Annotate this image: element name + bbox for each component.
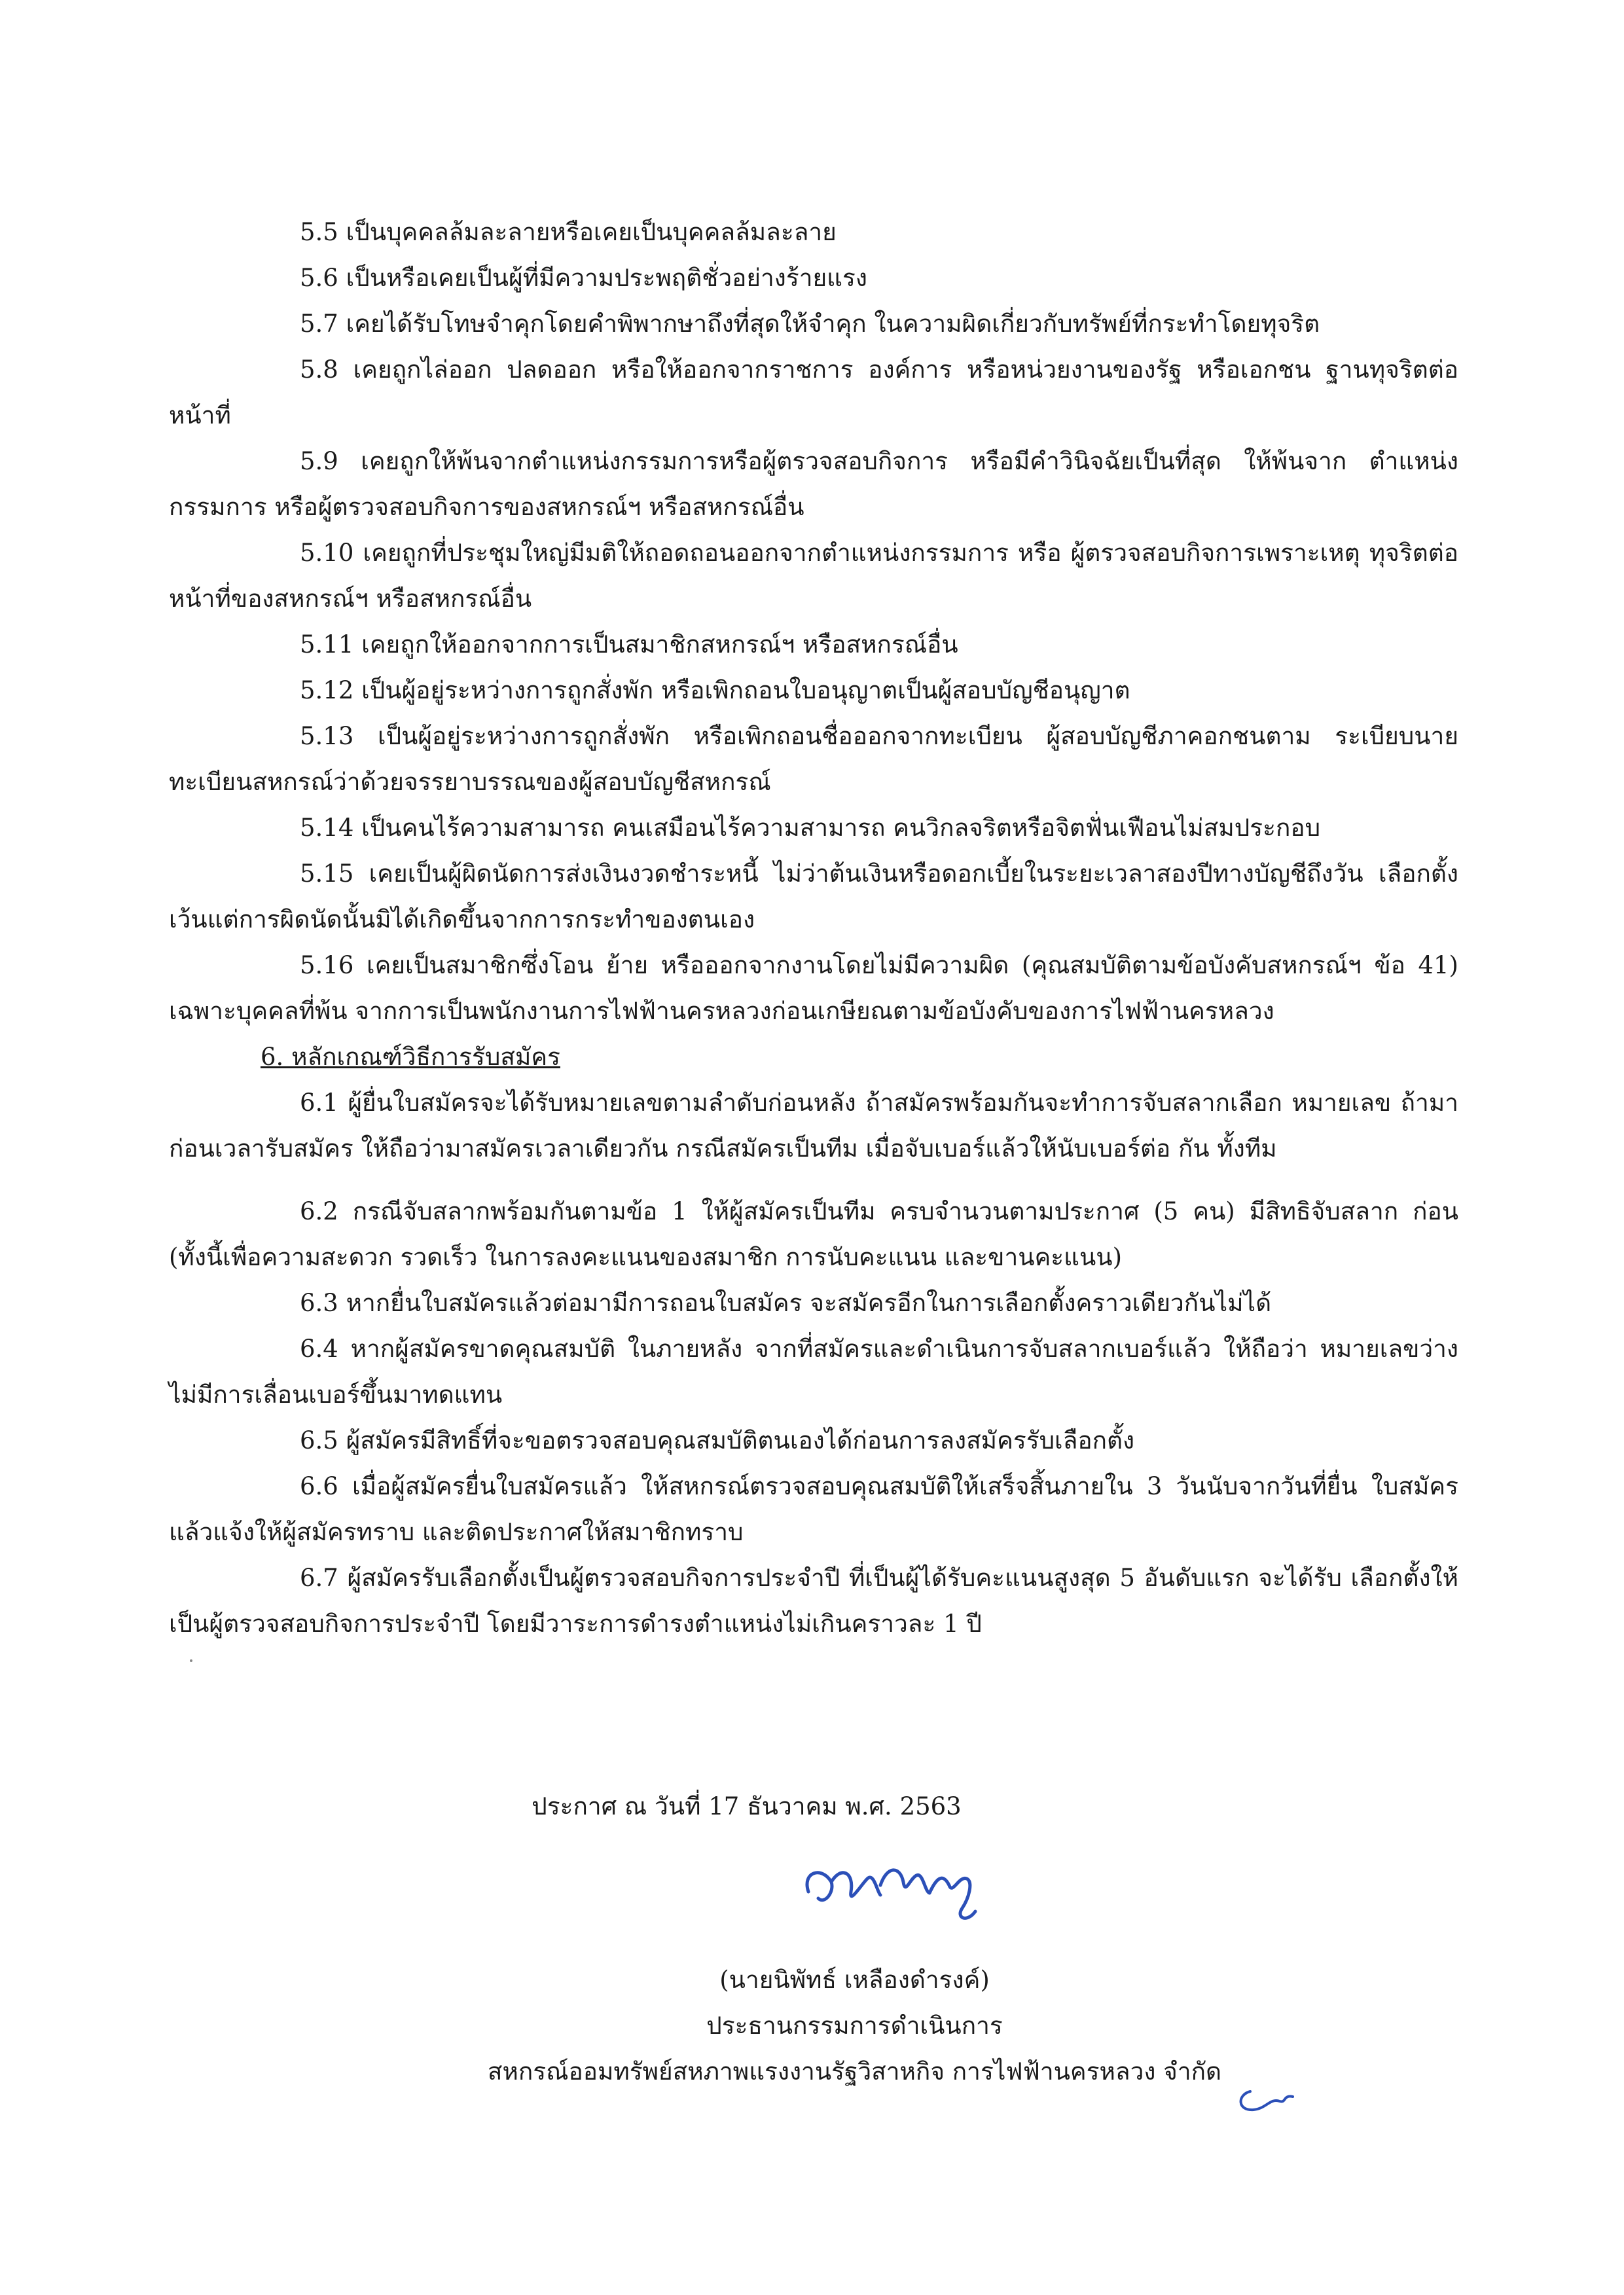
item-5-5: 5.5 เป็นบุคคลล้มละลายหรือเคยเป็นบุคคลล้มละลาย [300,218,837,246]
item-5-13: 5.13 เป็นผู้อยู่ระหว่างการถูกสั่งพัก หรือเพิกถอนชื่อออกจากทะเบียน ผู้สอบบัญชีภาคอกชนตาม ระเบียบนายทะเบียนสหกรณ์ว่าด้วยจรรยาบรรณของผู้สอบบัญชีสหกรณ์ [169,722,1458,796]
rule-6-5: 6.5 ผู้สมัครมีสิทธิ์ที่จะขอตรวจสอบคุณสมบัติตนเองได้ก่อนการลงสมัครรับเลือกตั้ง [300,1426,1135,1455]
rule-6-4: 6.4 หากผู้สมัครขาดคุณสมบัติ ในภายหลัง จากที่สมัครและดำเนินการจับสลากเบอร์แล้ว ให้ถือว่า หมายเลขว่าง ไม่มีการเลื่อนเบอร์ขึ้นมาทดแทน [169,1335,1458,1409]
section-heading-6: 6. หลักเกณฑ์วิธีการรับสมัคร [261,1043,560,1071]
item-5-6: 5.6 เป็นหรือเคยเป็นผู้ที่มีความประพฤติชั่วอย่างร้ายแรง [300,264,867,292]
initial-mark [1231,2078,1303,2118]
item-5-9: 5.9 เคยถูกให้พ้นจากตำแหน่งกรรมการหรือผู้ตรวจสอบกิจการ หรือมีคำวินิจฉัยเป็นที่สุด ให้พ้นจาก ตำแหน่งกรรมการ หรือผู้ตรวจสอบกิจการของสหกรณ์ฯ หรือสหกรณ์อื่น [169,447,1458,521]
rule-6-1: 6.1 ผู้ยื่นใบสมัครจะได้รับหมายเลขตามลำดับก่อนหลัง ถ้าสมัครพร้อมกันจะทำการจับสลากเลือก หมายเลข ถ้ามาก่อนเวลารับสมัคร ให้ถือว่ามาสมัครเวลาเดียวกัน กรณีสมัครเป็นทีม เมื่อจับเบอร์แล้วให้นับเบอร์ต่อ กัน ทั้งทีม [169,1089,1458,1163]
handwritten-signature [795,1846,992,1931]
signer-title: ประธานกรรมการดำเนินการ [706,2012,1003,2040]
item-5-8: 5.8 เคยถูกไล่ออก ปลดออก หรือให้ออกจากราชการ องค์การ หรือหน่วยงานของรัฐ หรือเอกชน ฐานทุจริตต่อหน้าที่ [169,355,1458,429]
scan-speck [190,1659,192,1662]
item-5-10: 5.10 เคยถูกที่ประชุมใหญ่มีมติให้ถอดถอนออกจากตำแหน่งกรรมการ หรือ ผู้ตรวจสอบกิจการเพราะเหตุ ทุจริตต่อหน้าที่ของสหกรณ์ฯ หรือสหกรณ์อื่น [169,539,1458,613]
signature-block [43,1957,1624,2095]
signer-name: (นายนิพัทธ์ เหลืองดำรงค์) [719,1966,990,1994]
item-5-12: 5.12 เป็นผู้อยู่ระหว่างการถูกสั่งพัก หรือเพิกถอนใบอนุญาตเป็นผู้สอบบัญชีอนุญาต [300,676,1130,704]
item-5-14: 5.14 เป็นคนไร้ความสามารถ คนเสมือนไร้ความสามารถ คนวิกลจริตหรือจิตฟั่นเฟือนไม่สมประกอบ [300,814,1321,842]
rule-6-7: 6.7 ผู้สมัครรับเลือกตั้งเป็นผู้ตรวจสอบกิจการประจำปี ที่เป็นผู้ได้รับคะแนนสูงสุด 5 อันดับแรก จะได้รับ เลือกตั้งให้เป็นผู้ตรวจสอบกิจการประจำปี โดยมีวาระการดำรงตำแหน่งไม่เกินคราวละ 1 ปี [169,1564,1458,1638]
rule-6-3: 6.3 หากยื่นใบสมัครแล้วต่อมามีการถอนใบสมัคร จะสมัครอีกในการเลือกตั้งคราวเดียวกันไม่ได้ [300,1289,1272,1317]
item-5-16: 5.16 เคยเป็นสมาชิกซึ่งโอน ย้าย หรือออกจากงานโดยไม่มีความผิด (คุณสมบัติตามข้อบังคับสหกรณ์ฯ ข้อ 41) เฉพาะบุคคลที่พ้น จากการเป็นพนักงานการไฟฟ้านครหลวงก่อนเกษียณตามข้อบังคับของการไฟฟ้านครหลวง [169,951,1458,1025]
organization-name: สหกรณ์ออมทรัพย์สหภาพแรงงานรัฐวิสาหกิจ การไฟฟ้านครหลวง จำกัด [487,2057,1222,2086]
item-5-15: 5.15 เคยเป็นผู้ผิดนัดการส่งเงินงวดชำระหนี้ ไม่ว่าต้นเงินหรือดอกเบี้ยในระยะเวลาสองปีทางบัญชีถึงวัน เลือกตั้ง เว้นแต่การผิดนัดนั้นมิได้เกิดขึ้นจากการกระทำของตนเอง [169,859,1458,933]
item-5-7: 5.7 เคยได้รับโทษจำคุกโดยคำพิพากษาถึงที่สุดให้จำคุก ในความผิดเกี่ยวกับทรัพย์ที่กระทำโดยทุจริต [300,310,1320,338]
document-body [169,209,1458,1647]
announcement-date: ประกาศ ณ วันที่ 17 ธันวาคม พ.ศ. 2563 [532,1792,962,1820]
rule-6-2: 6.2 กรณีจับสลากพร้อมกันตามข้อ 1 ให้ผู้สมัครเป็นทีม ครบจำนวนตามประกาศ (5 คน) มีสิทธิจับสลาก ก่อน (ทั้งนี้เพื่อความสะดวก รวดเร็ว ในการลงคะแนนของสมาชิก การนับคะแนน และขานคะแนน) [169,1197,1458,1271]
item-5-11: 5.11 เคยถูกให้ออกจากการเป็นสมาชิกสหกรณ์ฯ หรือสหกรณ์อื่น [300,630,958,659]
rule-6-6: 6.6 เมื่อผู้สมัครยื่นใบสมัครแล้ว ให้สหกรณ์ตรวจสอบคุณสมบัติให้เสร็จสิ้นภายใน 3 วันนับจากวันที่ยื่น ใบสมัคร แล้วแจ้งให้ผู้สมัครทราบ และติดประกาศให้สมาชิกทราบ [169,1472,1458,1546]
